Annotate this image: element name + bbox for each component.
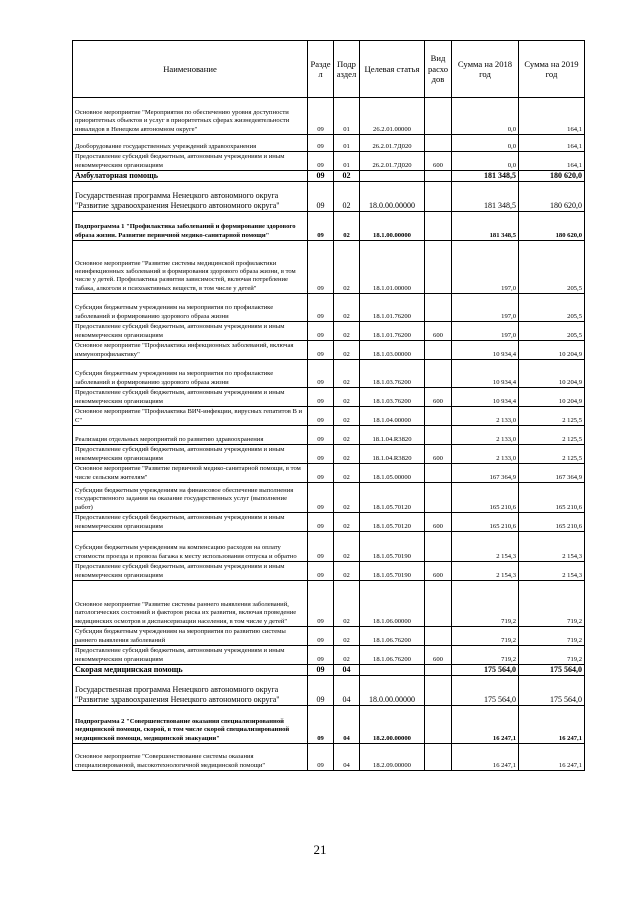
cell-target: 18.2.00.00000 [360, 706, 425, 744]
cell-sum-2019: 10 204,9 [519, 360, 585, 388]
cell-subsection: 02 [334, 388, 360, 407]
cell-type [425, 341, 452, 360]
table-row [73, 513, 585, 532]
cell-target: 18.1.05.70120 [360, 513, 425, 532]
cell-type [425, 135, 452, 152]
table-row [73, 646, 585, 665]
cell-sum-2018: 175 564,0 [452, 676, 519, 706]
table-row [73, 676, 585, 706]
cell-sum-2019: 10 204,9 [519, 388, 585, 407]
table-row [73, 360, 585, 388]
table-row [73, 562, 585, 581]
cell-sum-2019: 180 620,0 [519, 212, 585, 241]
cell-subsection: 02 [334, 322, 360, 341]
cell-target: 18.1.03.00000 [360, 341, 425, 360]
cell-type [425, 407, 452, 426]
cell-sum-2018: 2 133,0 [452, 445, 519, 464]
table-row [73, 241, 585, 294]
cell-name: Основное мероприятие "Развитие системы раннего выявления заболеваний, патологических состояний и факторов риска их развития, включая проведение медицинских осмотров и диспансеризации населения, в том числе у детей" [73, 581, 308, 627]
cell-target: 18.1.06.76200 [360, 627, 425, 646]
cell-target: 18.1.03.76200 [360, 360, 425, 388]
table-row [73, 744, 585, 771]
cell-target: 18.1.04.00000 [360, 407, 425, 426]
cell-target: 26.2.01.7Д020 [360, 152, 425, 171]
cell-type [425, 483, 452, 513]
table-body [73, 98, 585, 771]
header-sum-2019: Сумма на 2019 год [519, 41, 585, 98]
cell-section: 09 [308, 152, 334, 171]
cell-type [425, 532, 452, 562]
table-row [73, 294, 585, 322]
cell-section: 09 [308, 322, 334, 341]
cell-section: 09 [308, 182, 334, 212]
cell-name: Реализация отдельных мероприятий по развитию здравоохранения [73, 426, 308, 445]
cell-type [425, 171, 452, 182]
cell-subsection: 02 [334, 581, 360, 627]
cell-type: 600 [425, 388, 452, 407]
cell-name: Предоставление субсидий бюджетным, автономным учреждениям и иным некоммерческим организациям [73, 513, 308, 532]
cell-subsection: 02 [334, 182, 360, 212]
cell-type: 600 [425, 513, 452, 532]
cell-subsection: 02 [334, 445, 360, 464]
cell-type [425, 744, 452, 771]
cell-sum-2019: 16 247,1 [519, 706, 585, 744]
cell-section: 09 [308, 135, 334, 152]
cell-type [425, 182, 452, 212]
cell-type: 600 [425, 152, 452, 171]
cell-sum-2019: 719,2 [519, 627, 585, 646]
cell-section: 09 [308, 426, 334, 445]
cell-section: 09 [308, 483, 334, 513]
cell-name: Предоставление субсидий бюджетным, автономным учреждениям и иным некоммерческим организациям [73, 445, 308, 464]
table-row [73, 627, 585, 646]
cell-sum-2018: 10 934,4 [452, 341, 519, 360]
cell-sum-2019: 719,2 [519, 646, 585, 665]
cell-target: 18.1.05.00000 [360, 464, 425, 483]
cell-type [425, 294, 452, 322]
cell-subsection: 02 [334, 513, 360, 532]
cell-name: Субсидия бюджетным учреждениям на мероприятия по профилактике заболеваний и формированию здорового образа жизни [73, 360, 308, 388]
cell-target: 18.1.05.70120 [360, 483, 425, 513]
cell-target: 18.2.09.00000 [360, 744, 425, 771]
cell-name: Основное мероприятие "Профилактика ВИЧ-инфекции, вирусных гепатитов В и С" [73, 407, 308, 426]
cell-sum-2019: 165 210,6 [519, 513, 585, 532]
cell-subsection: 02 [334, 562, 360, 581]
cell-sum-2018: 719,2 [452, 581, 519, 627]
cell-type [425, 665, 452, 676]
cell-sum-2019: 167 364,9 [519, 464, 585, 483]
cell-section: 09 [308, 744, 334, 771]
cell-section: 09 [308, 646, 334, 665]
cell-sum-2018: 10 934,4 [452, 360, 519, 388]
cell-type [425, 676, 452, 706]
cell-subsection: 02 [334, 294, 360, 322]
cell-sum-2019: 205,5 [519, 241, 585, 294]
cell-sum-2018: 2 133,0 [452, 407, 519, 426]
budget-table-sheet [72, 40, 584, 771]
table-row [73, 532, 585, 562]
cell-sum-2018: 0,0 [452, 98, 519, 135]
cell-type: 600 [425, 562, 452, 581]
cell-sum-2018: 2 133,0 [452, 426, 519, 445]
cell-section: 09 [308, 581, 334, 627]
cell-sum-2019: 165 210,6 [519, 483, 585, 513]
cell-name: Субсидии бюджетным учреждениям на компенсацию расходов на оплату стоимости проезда и провоза багажа к месту использования отпуска и обратно [73, 532, 308, 562]
cell-sum-2019: 16 247,1 [519, 744, 585, 771]
cell-name: Предоставление субсидий бюджетным, автономным учреждениям и иным некоммерческим организациям [73, 322, 308, 341]
header-section: Разде л [308, 41, 334, 98]
cell-section: 09 [308, 627, 334, 646]
cell-sum-2018: 10 934,4 [452, 388, 519, 407]
cell-name: Субсидии бюджетным учреждениям на финансовое обеспечение выполнения государственного задания на оказание государственных услуг (выполнение работ) [73, 483, 308, 513]
cell-sum-2019: 175 564,0 [519, 665, 585, 676]
cell-sum-2018: 165 210,6 [452, 513, 519, 532]
cell-target: 18.1.04.R3820 [360, 426, 425, 445]
cell-sum-2018: 181 348,5 [452, 182, 519, 212]
cell-sum-2018: 16 247,1 [452, 706, 519, 744]
cell-sum-2018: 197,0 [452, 294, 519, 322]
cell-sum-2019: 2 154,3 [519, 562, 585, 581]
cell-section: 09 [308, 241, 334, 294]
table-row [73, 445, 585, 464]
cell-type [425, 98, 452, 135]
cell-sum-2018: 719,2 [452, 627, 519, 646]
cell-sum-2019: 180 620,0 [519, 182, 585, 212]
cell-sum-2018: 2 154,3 [452, 562, 519, 581]
table-row [73, 665, 585, 676]
cell-type [425, 212, 452, 241]
header-type: Вид расхо дов [425, 41, 452, 98]
cell-subsection: 04 [334, 676, 360, 706]
cell-name: Основное мероприятие "Развитие первичной медико-санитарной помощи, в том числе сельским жителям" [73, 464, 308, 483]
cell-sum-2018: 0,0 [452, 152, 519, 171]
cell-section: 09 [308, 294, 334, 322]
cell-sum-2019: 205,5 [519, 294, 585, 322]
table-row [73, 407, 585, 426]
cell-name: Основное мероприятие "Развитие системы медицинской профилактики неинфекционных заболеваний и формирования здорового образа жизни, в том числе у детей. Профилактика развития зависимостей, включая потребление табака, алкоголя и психоактивных веществ, в том числе у детей" [73, 241, 308, 294]
cell-target: 18.1.05.70190 [360, 562, 425, 581]
cell-sum-2019: 2 125,5 [519, 426, 585, 445]
cell-target [360, 665, 425, 676]
budget-table [72, 40, 585, 771]
page-number: 21 [313, 842, 327, 857]
cell-section: 09 [308, 676, 334, 706]
cell-name: Предоставление субсидий бюджетным, автономным учреждениям и иным некоммерческим организациям [73, 562, 308, 581]
cell-subsection: 02 [334, 483, 360, 513]
table-row [73, 388, 585, 407]
cell-sum-2019: 2 125,5 [519, 445, 585, 464]
cell-sum-2018: 719,2 [452, 646, 519, 665]
table-row [73, 322, 585, 341]
table-row [73, 152, 585, 171]
cell-subsection: 02 [334, 241, 360, 294]
header-subsection: Подр аздел [334, 41, 360, 98]
cell-target: 18.1.05.70190 [360, 532, 425, 562]
cell-subsection: 02 [334, 627, 360, 646]
cell-target: 18.1.06.00000 [360, 581, 425, 627]
cell-subsection: 02 [334, 646, 360, 665]
header-sum-2018: Сумма на 2018 год [452, 41, 519, 98]
cell-subsection: 01 [334, 98, 360, 135]
cell-section: 09 [308, 532, 334, 562]
cell-section: 09 [308, 445, 334, 464]
cell-target: 18.1.04.R3820 [360, 445, 425, 464]
cell-sum-2018: 175 564,0 [452, 665, 519, 676]
cell-subsection: 01 [334, 135, 360, 152]
table-row [73, 426, 585, 445]
cell-section: 09 [308, 388, 334, 407]
cell-name: Скорая медицинская помощь [73, 665, 308, 676]
cell-target [360, 171, 425, 182]
cell-subsection: 02 [334, 360, 360, 388]
cell-sum-2019: 719,2 [519, 581, 585, 627]
table-row [73, 483, 585, 513]
cell-name: Подпрограмма 2 "Совершенствование оказания специализированной медицинской помощи, скорой, в том числе скорой специализированной медицинской помощи, медицинской эвакуации" [73, 706, 308, 744]
table-row [73, 171, 585, 182]
cell-type [425, 426, 452, 445]
cell-name: Предоставление субсидий бюджетным, автономным учреждениям и иным некоммерческим организациям [73, 388, 308, 407]
table-row [73, 706, 585, 744]
cell-subsection: 04 [334, 665, 360, 676]
cell-section: 09 [308, 360, 334, 388]
cell-name: Основное мероприятие "Мероприятия по обеспечению уровня доступности приоритетных объектов и услуг в приоритетных сферах жизнедеятельности инвалидов в Ненецком автономном округе" [73, 98, 308, 135]
cell-sum-2019: 2 154,3 [519, 532, 585, 562]
cell-name: Предоставление субсидий бюджетным, автономным учреждениям и иным некоммерческим организациям [73, 152, 308, 171]
cell-subsection: 04 [334, 744, 360, 771]
cell-target: 26.2.01.00000 [360, 98, 425, 135]
table-row [73, 341, 585, 360]
cell-target: 18.1.00.00000 [360, 212, 425, 241]
cell-type [425, 464, 452, 483]
cell-type [425, 706, 452, 744]
cell-target: 18.1.03.76200 [360, 388, 425, 407]
cell-name: Подпрограмма 1 "Профилактика заболеваний и формирование здорового образа жизни. Развитие первичной медико-санитарной помощи" [73, 212, 308, 241]
cell-sum-2019: 10 204,9 [519, 341, 585, 360]
cell-sum-2019: 164,1 [519, 98, 585, 135]
cell-subsection: 02 [334, 464, 360, 483]
cell-name: Государственная программа Ненецкого автономного округа "Развитие здравоохранения Ненецкого автономного округа" [73, 676, 308, 706]
cell-section: 09 [308, 171, 334, 182]
table-row [73, 464, 585, 483]
cell-section: 09 [308, 513, 334, 532]
cell-target: 18.0.00.00000 [360, 676, 425, 706]
cell-sum-2018: 0,0 [452, 135, 519, 152]
cell-section: 09 [308, 98, 334, 135]
cell-type: 600 [425, 646, 452, 665]
cell-sum-2019: 180 620,0 [519, 171, 585, 182]
cell-type [425, 241, 452, 294]
cell-subsection: 02 [334, 341, 360, 360]
cell-sum-2018: 167 364,9 [452, 464, 519, 483]
cell-subsection: 01 [334, 152, 360, 171]
cell-name: Амбулаторная помощь [73, 171, 308, 182]
cell-name: Основное мероприятие "Совершенствование системы оказания специализированной, высокотехнологичной медицинской помощи" [73, 744, 308, 771]
cell-type: 600 [425, 322, 452, 341]
cell-sum-2019: 164,1 [519, 135, 585, 152]
cell-sum-2018: 181 348,5 [452, 171, 519, 182]
cell-type: 600 [425, 445, 452, 464]
cell-type [425, 581, 452, 627]
cell-name: Государственная программа Ненецкого автономного округа "Развитие здравоохранения Ненецкого автономного округа" [73, 182, 308, 212]
table-row [73, 98, 585, 135]
cell-name: Предоставление субсидий бюджетным, автономным учреждениям и иным некоммерческим организациям [73, 646, 308, 665]
cell-name: Субсидия бюджетным учреждениям на мероприятия по развитию системы раннего выявления заболеваний [73, 627, 308, 646]
cell-subsection: 02 [334, 212, 360, 241]
cell-section: 09 [308, 665, 334, 676]
cell-target: 18.1.01.00000 [360, 241, 425, 294]
cell-sum-2018: 16 247,1 [452, 744, 519, 771]
cell-sum-2019: 2 125,5 [519, 407, 585, 426]
cell-sum-2018: 197,0 [452, 241, 519, 294]
cell-sum-2019: 205,5 [519, 322, 585, 341]
table-header-row [73, 41, 585, 98]
cell-section: 09 [308, 562, 334, 581]
cell-subsection: 02 [334, 171, 360, 182]
cell-target: 18.0.00.00000 [360, 182, 425, 212]
cell-subsection: 02 [334, 426, 360, 445]
cell-section: 09 [308, 341, 334, 360]
cell-name: Основное мероприятие "Профилактика инфекционных заболеваний, включая иммунопрофилактику" [73, 341, 308, 360]
cell-section: 09 [308, 407, 334, 426]
cell-type [425, 627, 452, 646]
table-row [73, 182, 585, 212]
cell-target: 18.1.06.76200 [360, 646, 425, 665]
cell-subsection: 02 [334, 407, 360, 426]
cell-name: Субсидия бюджетным учреждениям на мероприятия по профилактике заболеваний и формированию здорового образа жизни [73, 294, 308, 322]
cell-target: 18.1.01.76200 [360, 294, 425, 322]
table-row [73, 135, 585, 152]
header-target: Целевая статья [360, 41, 425, 98]
cell-target: 26.2.01.7Д020 [360, 135, 425, 152]
cell-sum-2019: 175 564,0 [519, 676, 585, 706]
cell-section: 09 [308, 706, 334, 744]
cell-sum-2018: 181 348,5 [452, 212, 519, 241]
header-name: Наименование [73, 41, 308, 98]
cell-subsection: 02 [334, 532, 360, 562]
cell-subsection: 04 [334, 706, 360, 744]
table-row [73, 212, 585, 241]
cell-section: 09 [308, 212, 334, 241]
cell-target: 18.1.01.76200 [360, 322, 425, 341]
table-row [73, 581, 585, 627]
cell-name: Дооборудование государственных учреждений здравоохранения [73, 135, 308, 152]
cell-section: 09 [308, 464, 334, 483]
cell-sum-2018: 2 154,3 [452, 532, 519, 562]
cell-sum-2018: 165 210,6 [452, 483, 519, 513]
cell-sum-2019: 164,1 [519, 152, 585, 171]
cell-type [425, 360, 452, 388]
cell-sum-2018: 197,0 [452, 322, 519, 341]
